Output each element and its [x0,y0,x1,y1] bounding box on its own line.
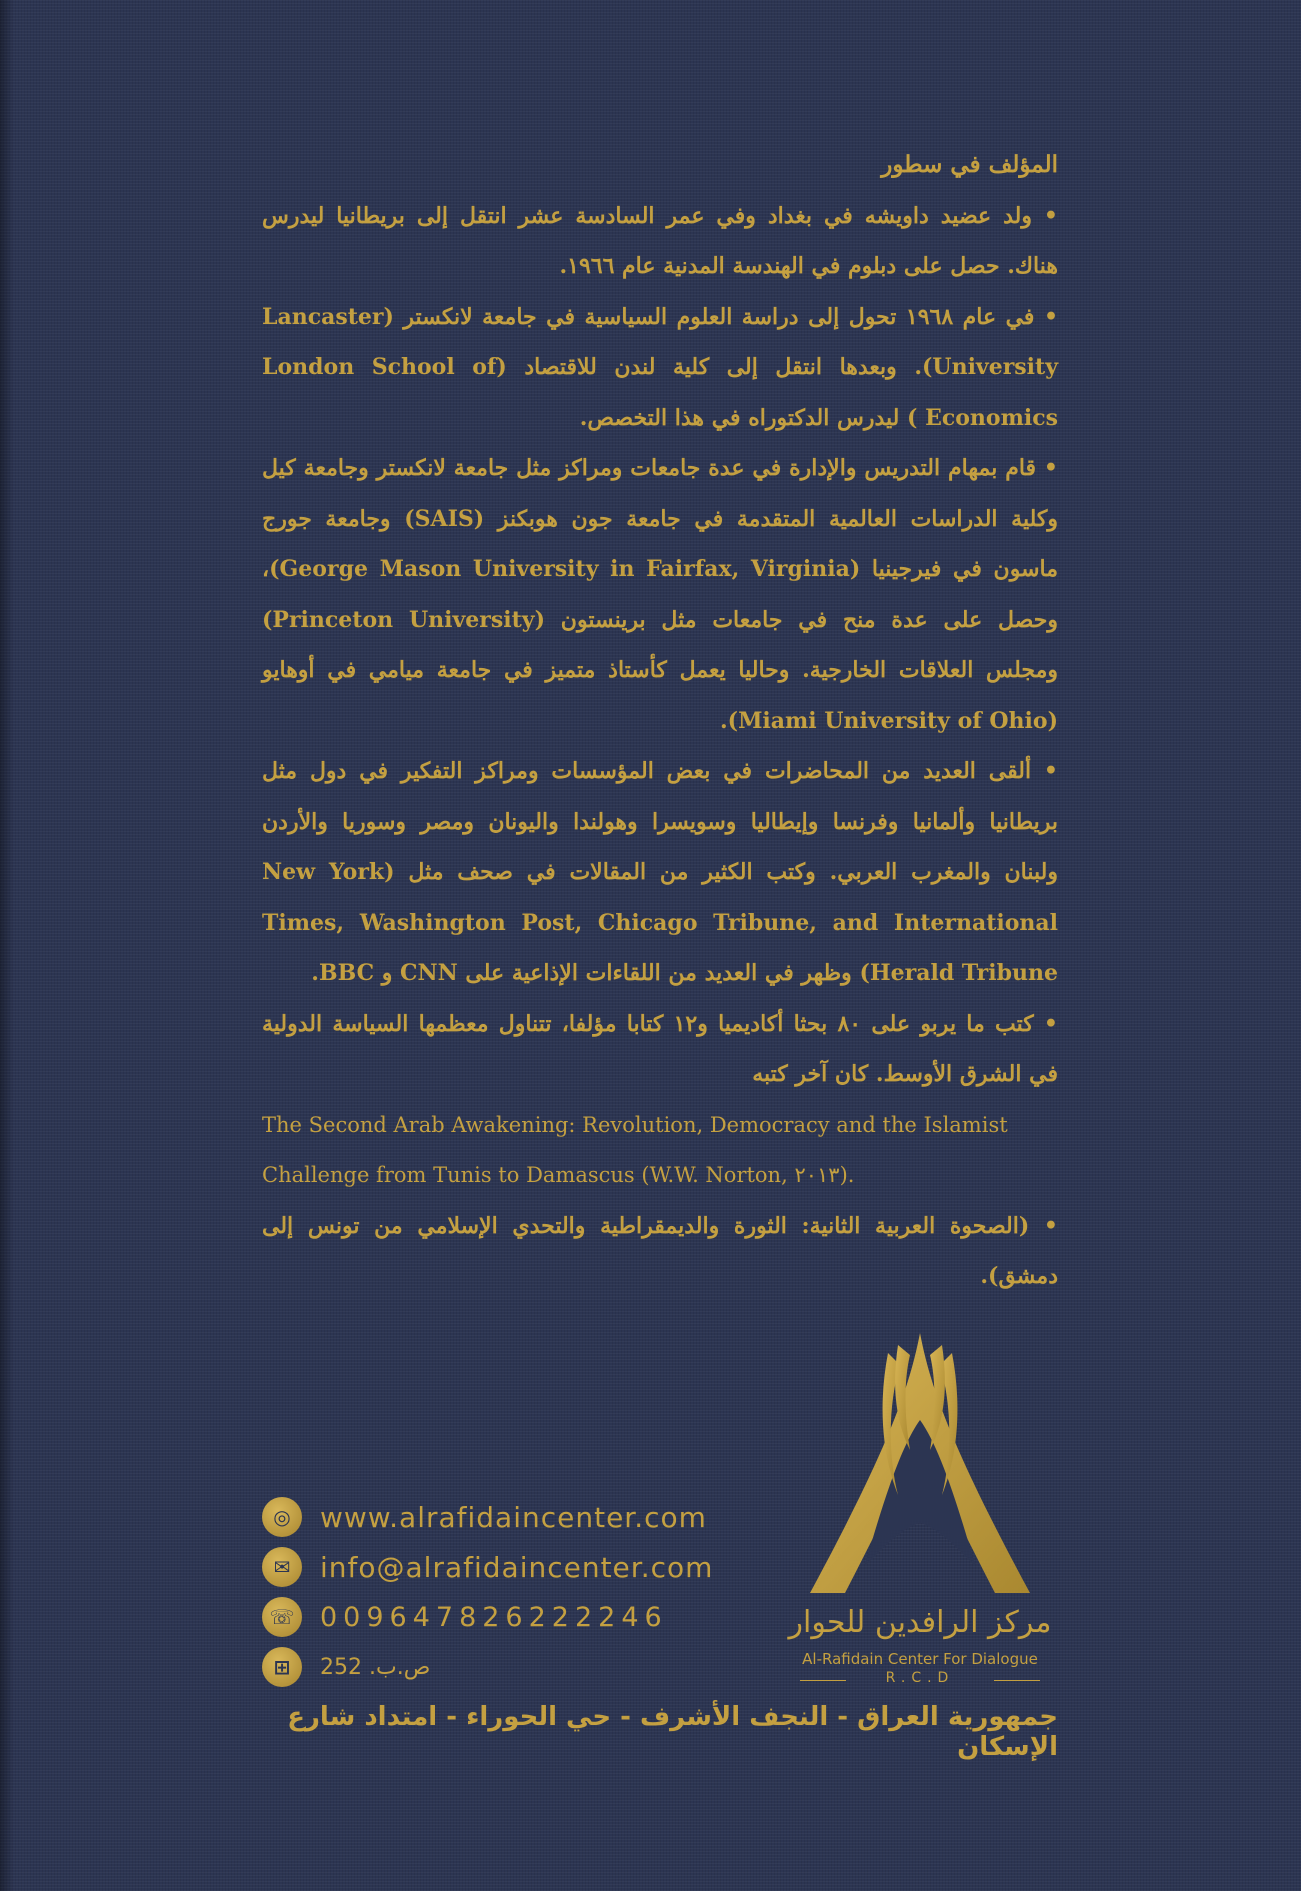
author-bio [262,140,1058,1302]
contact-pobox-row [262,1642,742,1692]
publisher-logo [770,1325,1070,1685]
contact-website-row [262,1492,742,1542]
bio-paragraph-lectures: • ألقى العديد من المحاضرات في بعض المؤسسات ومراكز التفكير في دول مثل بريطانيا وألمانيا وفرنسا وإيطاليا وسويسرا وهولندا واليونان ومصر وسوريا والأردن ولبنان والمغرب العربي. وكتب الكثير من المقالات في صحف مثل (New York Times, Washington Post, Chicago Tribune, and International Herald Tribune) وظهر في العديد من اللقاءات الإذاعية على CNN و BBC. [262,758,1058,986]
website-link: www.alrafidaincenter.com [320,1500,707,1534]
bio-paragraph-studies: • في عام ١٩٦٨ تحول إلى دراسة العلوم السياسية في جامعة لانكستر (Lancaster University). وبعدها انتقل إلى كلية لندن للاقتصاد (London School of Economics ) ليدرس الدكتوراه في هذا التخصص. [262,303,1059,431]
phone-icon: ☏ [262,1597,302,1637]
logo-name-arabic: مركز الرافدين للحوار [788,1605,1052,1640]
envelope-icon: ✉ [262,1547,302,1587]
spine-shadow [0,0,14,1891]
bio-paragraph-birth: • ولد عضيد داويشه في بغداد وفي عمر السادسة عشر انتقل إلى بريطانيا ليدرس هناك. حصل على دبلوم في الهندسة المدنية عام ١٩٦٦. [262,202,1058,279]
bio-paragraph-career: • قام بمهام التدريس والإدارة في عدة جامعات ومراكز مثل جامعة لانكستر وجامعة كيل وكلية الدراسات العالمية المتقدمة في جامعة جون هوبكنز (SAIS) وجامعة جورج ماسون في فيرجينيا (George Mason University in Fairfax, Virginia)، وحصل على عدة منح في جامعات مثل برينستون (Princeton University) ومجلس العلاقات الخارجية. وحاليا يعمل كأستاذ متميز في جامعة ميامي في أوهايو (Miami University of Ohio). [262,455,1058,734]
logo-emblem-icon [770,1325,1070,1605]
logo-name-english: Al-Rafidain Center For Dialogue [802,1650,1038,1668]
globe-icon: ◎ [262,1497,302,1537]
contact-phone-row [262,1592,742,1642]
logo-abbreviation: R.C.D [885,1670,955,1686]
bio-latest-book-english: The Second Arab Awakening: Revolution, Democracy and the Islamist Challenge from Tunis to Damascus (W.W. Norton, ٢٠١٣). [262,1112,1008,1187]
mailbox-icon: ⊞ [262,1647,302,1687]
email-address: info@alrafidaincenter.com [320,1550,714,1584]
contact-block [262,1492,742,1692]
bio-title: المؤلف في سطور [881,151,1058,178]
contact-email-row [262,1542,742,1592]
bio-paragraph-books: • كتب ما يربو على ٨٠ بحثا أكاديميا و١٢ كتابا مؤلفا، تتناول معظمها السياسة الدولية في الشرق الأوسط. كان آخر كتبه [262,1010,1058,1087]
publisher-address: جمهورية العراق - النجف الأشرف - حي الحوراء - امتداد شارع الإسكان [287,1702,1058,1762]
logo-rule-right [994,1680,1040,1681]
bio-latest-book-arabic: • (الصحوة العربية الثانية: الثورة والديمقراطية والتحدي الإسلامي من تونس إلى دمشق). [262,1212,1058,1289]
phone-number: 009647826222246 [320,1601,668,1633]
po-box: ص.ب. 252 [320,1654,431,1680]
